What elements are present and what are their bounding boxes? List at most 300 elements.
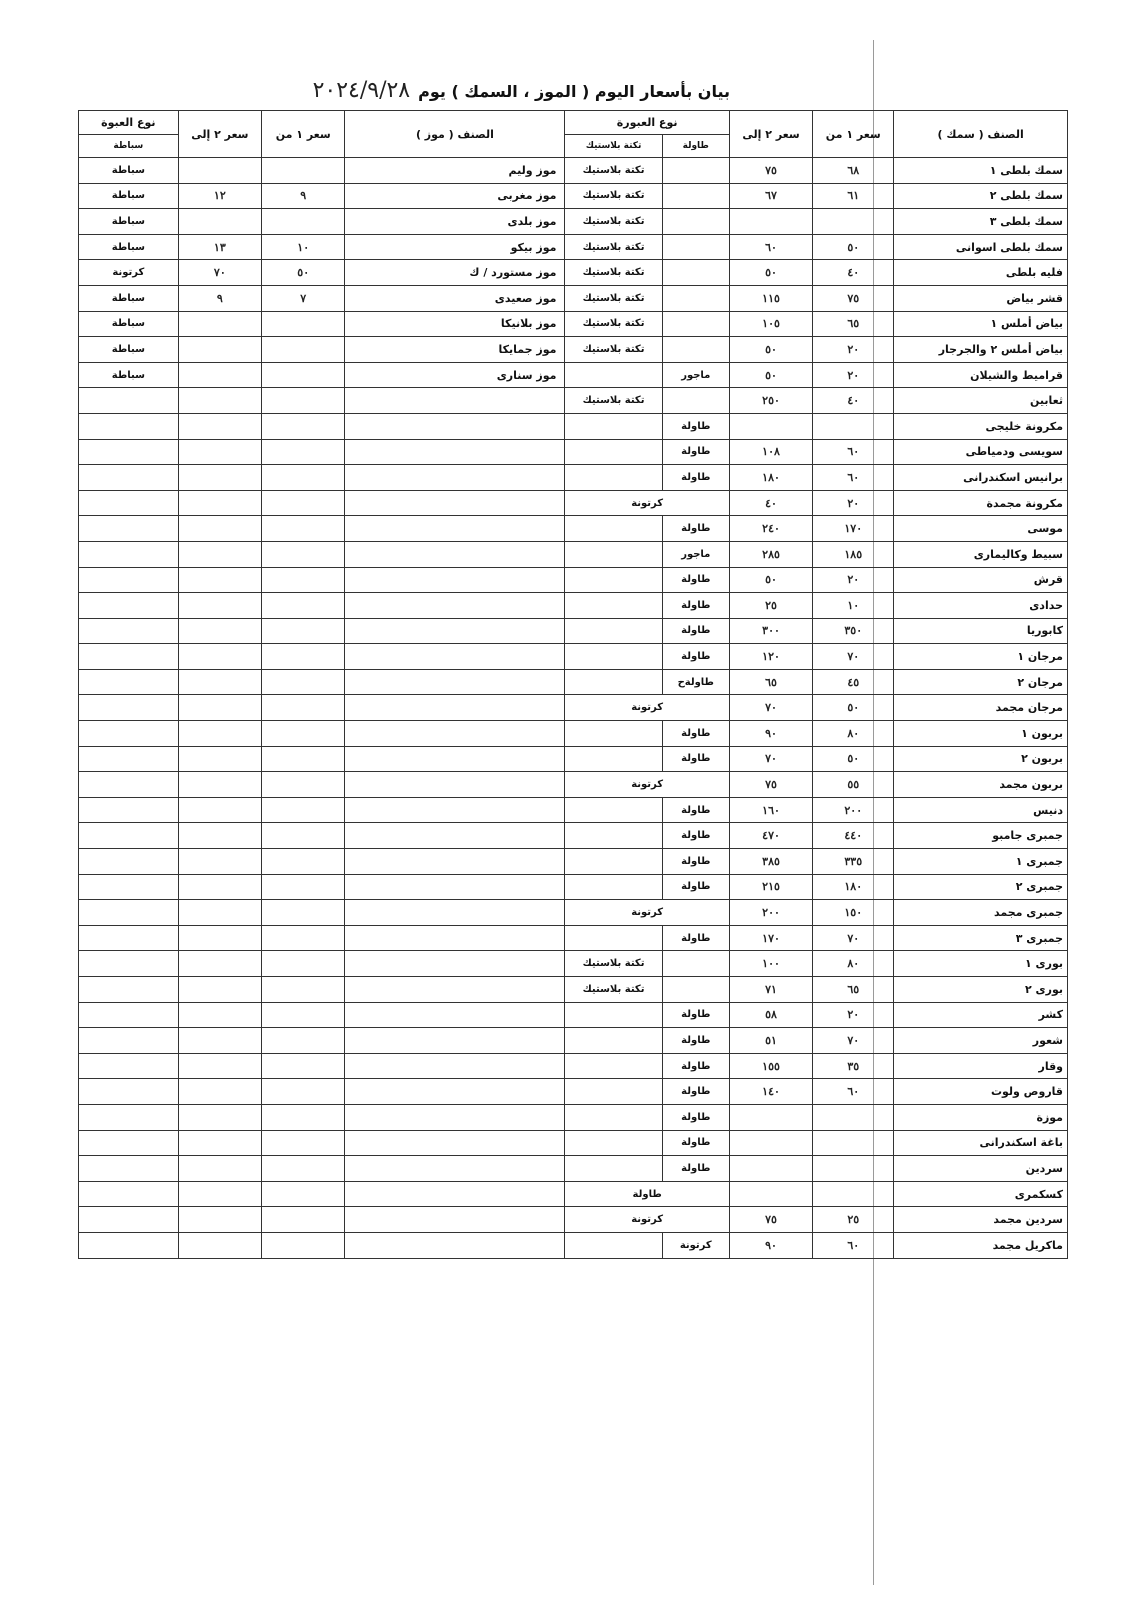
fish-name: كسكمرى (894, 1181, 1068, 1207)
fish-pack-plastic: تكتة بلاستيك (565, 337, 662, 363)
banana-pack (79, 874, 179, 900)
banana-price-to (178, 541, 261, 567)
fish-pack-plastic: تكتة بلاستيك (565, 951, 662, 977)
banana-price-to (178, 1079, 261, 1105)
banana-name (345, 541, 565, 567)
banana-name: موز مغربى (345, 183, 565, 209)
banana-price-to (178, 977, 261, 1003)
table-row (79, 644, 1068, 670)
table-row (79, 158, 1068, 184)
fish-price-from: ٨٠ (813, 721, 894, 747)
fish-pack-tawla (662, 260, 729, 286)
table-row (79, 1104, 1068, 1130)
fish-price-to: ٢٥٠ (729, 388, 812, 414)
fish-pack-plastic (565, 1053, 662, 1079)
table-row (79, 797, 1068, 823)
fish-pack-plastic (565, 541, 662, 567)
fish-name: موزة (894, 1104, 1068, 1130)
banana-pack (79, 1156, 179, 1182)
banana-pack (79, 1002, 179, 1028)
banana-name: موز بلانيكا (345, 311, 565, 337)
banana-pack: سباطة (79, 337, 179, 363)
table-row (79, 413, 1068, 439)
table-row (79, 1181, 1068, 1207)
fish-price-to: ١٤٠ (729, 1079, 812, 1105)
banana-price-from (262, 337, 345, 363)
banana-name (345, 1079, 565, 1105)
banana-price-from (262, 209, 345, 235)
banana-price-from: ١٠ (262, 234, 345, 260)
fish-pack-carton: كرتونة (565, 1207, 729, 1233)
fish-pack-tawla (662, 337, 729, 363)
fish-pack-tawla: ماجور (662, 362, 729, 388)
price-table (78, 110, 1068, 1259)
banana-name: موز سنارى (345, 362, 565, 388)
table-row (79, 234, 1068, 260)
fish-name: جمبرى مجمد (894, 900, 1068, 926)
banana-pack (79, 925, 179, 951)
banana-pack (79, 1053, 179, 1079)
fish-pack-tawla: كرتونة (662, 1232, 729, 1258)
banana-pack (79, 900, 179, 926)
banana-pack (79, 516, 179, 542)
table-row (79, 951, 1068, 977)
banana-price-from (262, 1028, 345, 1054)
fish-price-to: ٢٠٠ (729, 900, 812, 926)
fish-price-to: ٢٥ (729, 593, 812, 619)
table-row (79, 874, 1068, 900)
fish-price-from: ٣٥٠ (813, 618, 894, 644)
fish-price-to: ٦٧ (729, 183, 812, 209)
banana-price-to (178, 1002, 261, 1028)
fish-price-to: ٦٠ (729, 234, 812, 260)
fish-name: سردين مجمد (894, 1207, 1068, 1233)
banana-price-from (262, 900, 345, 926)
banana-price-to (178, 1181, 261, 1207)
fish-pack-tawla (662, 158, 729, 184)
fish-pack-plastic (565, 362, 662, 388)
fish-pack-plastic (565, 1232, 662, 1258)
fish-price-from: ٦٠ (813, 1232, 894, 1258)
banana-name: موز بلدى (345, 209, 565, 235)
plastic-subheader: تكتة بلاستيك (565, 135, 662, 158)
fish-item-header: الصنف ( سمك ) (894, 111, 1068, 158)
fish-price-from (813, 1130, 894, 1156)
table-row (79, 260, 1068, 286)
fish-name: جمبرى ٣ (894, 925, 1068, 951)
banana-price-to (178, 849, 261, 875)
banana-pack (79, 413, 179, 439)
banana-pack (79, 388, 179, 414)
fish-price-to: ٤٧٠ (729, 823, 812, 849)
table-row (79, 439, 1068, 465)
fish-price-from: ٧٠ (813, 1028, 894, 1054)
fish-pack-tawla: طاولة (662, 439, 729, 465)
banana-item-header: الصنف ( موز ) (345, 111, 565, 158)
fish-price-from: ٦٠ (813, 465, 894, 491)
fish-to-header: سعر ٢ إلى (729, 111, 812, 158)
banana-pack (79, 772, 179, 798)
banana-name (345, 874, 565, 900)
fish-pack-plastic: تكتة بلاستيك (565, 234, 662, 260)
banana-price-from (262, 977, 345, 1003)
fish-pack-tawla: طاولة (662, 746, 729, 772)
banana-price-from (262, 465, 345, 491)
banana-pack (79, 1181, 179, 1207)
banana-name (345, 567, 565, 593)
fish-name: بياض أملس ١ (894, 311, 1068, 337)
banana-price-from (262, 823, 345, 849)
banana-price-to (178, 823, 261, 849)
banana-price-to (178, 593, 261, 619)
table-row (79, 900, 1068, 926)
banana-price-from (262, 490, 345, 516)
banana-name (345, 618, 565, 644)
fish-pack-plastic (565, 1079, 662, 1105)
banana-price-from (262, 1156, 345, 1182)
banana-price-from (262, 1053, 345, 1079)
banana-price-to (178, 1028, 261, 1054)
fish-price-from: ٦٥ (813, 977, 894, 1003)
fish-price-to: ٧٥ (729, 772, 812, 798)
fish-pack-tawla: طاولة (662, 413, 729, 439)
fish-name: سمك بلطى ٢ (894, 183, 1068, 209)
banana-pack (79, 849, 179, 875)
banana-name: موز وليم (345, 158, 565, 184)
banana-price-from (262, 849, 345, 875)
fish-name: بورى ٢ (894, 977, 1068, 1003)
banana-price-from (262, 541, 345, 567)
banana-pack: سباطة (79, 234, 179, 260)
fish-price-from: ٧٠ (813, 644, 894, 670)
fish-price-to: ٥٠ (729, 337, 812, 363)
fish-pack-plastic (565, 669, 662, 695)
fish-price-from: ٤٤٠ (813, 823, 894, 849)
fish-price-from: ١٧٠ (813, 516, 894, 542)
fish-pack-tawla (662, 234, 729, 260)
banana-name (345, 900, 565, 926)
banana-price-from (262, 1232, 345, 1258)
banana-price-from (262, 362, 345, 388)
fish-price-to: ٧٠ (729, 746, 812, 772)
fish-name: بياض أملس ٢ والجرجار (894, 337, 1068, 363)
header-row (79, 111, 1068, 135)
table-row (79, 669, 1068, 695)
fish-price-from: ٧٠ (813, 925, 894, 951)
banana-pack (79, 465, 179, 491)
banana-price-from (262, 925, 345, 951)
fish-name: شعور (894, 1028, 1068, 1054)
fish-pack-plastic: تكتة بلاستيك (565, 158, 662, 184)
banana-price-from (262, 516, 345, 542)
banana-name (345, 593, 565, 619)
fish-pack-tawla: طاولة (662, 1053, 729, 1079)
fish-name: مرجان ٢ (894, 669, 1068, 695)
fish-pack-plastic: تكتة بلاستيك (565, 388, 662, 414)
fish-pack-plastic (565, 1002, 662, 1028)
table-row (79, 516, 1068, 542)
fish-price-to: ٥١ (729, 1028, 812, 1054)
table-row (79, 1028, 1068, 1054)
table-row (79, 541, 1068, 567)
fish-pack-plastic: تكتة بلاستيك (565, 209, 662, 235)
table-row (79, 311, 1068, 337)
banana-price-from (262, 746, 345, 772)
fish-name: بربون ١ (894, 721, 1068, 747)
banana-pack (79, 439, 179, 465)
banana-pack (79, 977, 179, 1003)
table-row (79, 567, 1068, 593)
fish-name: باغة اسكندرانى (894, 1130, 1068, 1156)
banana-name (345, 1104, 565, 1130)
table-row (79, 849, 1068, 875)
fish-price-from: ٢٠ (813, 1002, 894, 1028)
fish-name: فليه بلطى (894, 260, 1068, 286)
fish-pack-plastic (565, 439, 662, 465)
banana-price-to (178, 516, 261, 542)
fish-price-to (729, 1156, 812, 1182)
fish-name: مرجان مجمد (894, 695, 1068, 721)
banana-price-from (262, 593, 345, 619)
fish-pack-plastic (565, 1130, 662, 1156)
banana-price-to (178, 1207, 261, 1233)
banana-price-from (262, 951, 345, 977)
table-row (79, 362, 1068, 388)
fish-pack-tawla: طاولة (565, 1181, 729, 1207)
banana-pack: سباطة (79, 362, 179, 388)
banana-name (345, 1028, 565, 1054)
fish-price-from: ٦٠ (813, 1079, 894, 1105)
fish-pack-tawla: طاولة (662, 823, 729, 849)
fish-pack-plastic: تكتة بلاستيك (565, 260, 662, 286)
fish-pack-tawla: طاولة (662, 644, 729, 670)
table-row (79, 465, 1068, 491)
fish-price-to: ١٠٨ (729, 439, 812, 465)
fish-pack-tawla: طاولة (662, 874, 729, 900)
fish-pack-carton: كرتونة (565, 900, 729, 926)
fish-price-to (729, 1104, 812, 1130)
banana-pack: سباطة (79, 158, 179, 184)
fish-price-from: ٤٠ (813, 388, 894, 414)
fish-price-from (813, 1104, 894, 1130)
fish-price-from: ٢٠ (813, 337, 894, 363)
fish-pack-tawla: طاولة (662, 1130, 729, 1156)
banana-pack: سباطة (79, 183, 179, 209)
banana-name: موز بيكو (345, 234, 565, 260)
fish-price-from: ٥٠ (813, 234, 894, 260)
fish-price-to (729, 413, 812, 439)
table-row (79, 1232, 1068, 1258)
banana-price-from (262, 669, 345, 695)
banana-price-to (178, 618, 261, 644)
banana-name (345, 721, 565, 747)
banana-price-to (178, 874, 261, 900)
table-row (79, 925, 1068, 951)
table-row (79, 490, 1068, 516)
banana-price-from (262, 439, 345, 465)
table-row (79, 1053, 1068, 1079)
banana-name (345, 439, 565, 465)
fish-price-to: ١٦٠ (729, 797, 812, 823)
fish-name: حدادى (894, 593, 1068, 619)
fish-price-from: ٢٠ (813, 567, 894, 593)
fish-price-to: ٢١٥ (729, 874, 812, 900)
fish-name: كابوريا (894, 618, 1068, 644)
fish-pack-tawla: طاولة (662, 849, 729, 875)
banana-name (345, 644, 565, 670)
title-text: بيان بأسعار اليوم ( الموز ، السمك ) يوم (418, 82, 730, 101)
fish-price-to: ١٢٠ (729, 644, 812, 670)
fish-price-from (813, 413, 894, 439)
table-row (79, 1207, 1068, 1233)
banana-pack (79, 567, 179, 593)
fish-price-from: ٢٠ (813, 490, 894, 516)
fish-name: قراميط والشيلان (894, 362, 1068, 388)
banana-price-to (178, 644, 261, 670)
fish-price-to: ١٠٥ (729, 311, 812, 337)
fish-pack-plastic (565, 823, 662, 849)
fish-pack-plastic (565, 1104, 662, 1130)
fish-price-from (813, 1156, 894, 1182)
banana-pack (79, 1207, 179, 1233)
fish-pack-tawla: طاولةح (662, 669, 729, 695)
banana-pack (79, 644, 179, 670)
table-row (79, 823, 1068, 849)
fish-price-to: ٩٠ (729, 1232, 812, 1258)
banana-name (345, 1002, 565, 1028)
banana-price-from (262, 311, 345, 337)
banana-price-to (178, 900, 261, 926)
fish-pack-plastic (565, 593, 662, 619)
fish-name: سمك بلطى ٣ (894, 209, 1068, 235)
fish-name: سبيط وكاليمارى (894, 541, 1068, 567)
banana-price-to (178, 772, 261, 798)
banana-pack (79, 1028, 179, 1054)
fish-pack-plastic (565, 797, 662, 823)
fish-pack-plastic: تكتة بلاستيك (565, 183, 662, 209)
fish-price-to (729, 1181, 812, 1207)
fish-price-to: ١٧٠ (729, 925, 812, 951)
fish-name: سمك بلطى اسوانى (894, 234, 1068, 260)
fish-pack-carton: كرتونة (565, 490, 729, 516)
banana-price-to (178, 337, 261, 363)
banana-pack (79, 1079, 179, 1105)
title-date: ٢٠٢٤/٩/٢٨ (312, 78, 411, 103)
banana-price-from (262, 1104, 345, 1130)
banana-price-to (178, 439, 261, 465)
banana-from-header: سعر ١ من (262, 111, 345, 158)
banana-price-from (262, 644, 345, 670)
banana-name (345, 669, 565, 695)
banana-name (345, 746, 565, 772)
banana-price-from (262, 388, 345, 414)
fish-pack-carton: كرتونة (565, 772, 729, 798)
banana-price-to (178, 567, 261, 593)
banana-name (345, 490, 565, 516)
banana-name (345, 977, 565, 1003)
banana-price-from (262, 1130, 345, 1156)
fish-pack-plastic (565, 874, 662, 900)
banana-price-to (178, 797, 261, 823)
banana-name (345, 797, 565, 823)
table-row (79, 183, 1068, 209)
fish-name: بربون ٢ (894, 746, 1068, 772)
fish-pack-plastic (565, 465, 662, 491)
fish-price-to: ٢٨٥ (729, 541, 812, 567)
fish-pack-tawla: طاولة (662, 1002, 729, 1028)
fish-pack-plastic (565, 925, 662, 951)
fish-price-to: ٢٤٠ (729, 516, 812, 542)
fish-pack-plastic (565, 1156, 662, 1182)
table-row (79, 209, 1068, 235)
banana-price-from: ٧ (262, 285, 345, 311)
banana-pack (79, 593, 179, 619)
banana-price-to (178, 388, 261, 414)
banana-price-to: ١٢ (178, 183, 261, 209)
fish-price-from: ١٥٠ (813, 900, 894, 926)
fish-name: جمبرى ١ (894, 849, 1068, 875)
banana-pack: سباطة (79, 285, 179, 311)
banana-pack: سباطة (79, 311, 179, 337)
banana-pack (79, 1130, 179, 1156)
fish-pack-plastic: تكتة بلاستيك (565, 285, 662, 311)
fish-price-from: ٥٥ (813, 772, 894, 798)
fish-price-to: ١١٥ (729, 285, 812, 311)
fish-price-to: ٣٠٠ (729, 618, 812, 644)
fish-price-from: ٤٥ (813, 669, 894, 695)
banana-pack (79, 721, 179, 747)
fish-price-from (813, 1181, 894, 1207)
fish-price-from: ٣٥ (813, 1053, 894, 1079)
fish-name: مرجان ١ (894, 644, 1068, 670)
fish-pack-plastic (565, 1028, 662, 1054)
banana-pack (79, 951, 179, 977)
banana-name: موز جمايكا (345, 337, 565, 363)
banana-price-from (262, 158, 345, 184)
fish-price-from (813, 209, 894, 235)
fish-pack-tawla (662, 977, 729, 1003)
fish-price-from: ٦١ (813, 183, 894, 209)
fish-price-to: ٧٥ (729, 1207, 812, 1233)
banana-price-to (178, 695, 261, 721)
banana-price-to (178, 413, 261, 439)
table-row (79, 695, 1068, 721)
fish-name: بورى ١ (894, 951, 1068, 977)
table-row (79, 593, 1068, 619)
banana-pack (79, 823, 179, 849)
fish-pack-tawla (662, 311, 729, 337)
banana-price-to: ٩ (178, 285, 261, 311)
fish-name: سويسى ودمياطى (894, 439, 1068, 465)
banana-name: موز صعيدى (345, 285, 565, 311)
fish-price-to (729, 209, 812, 235)
fish-pack-tawla: طاولة (662, 721, 729, 747)
fish-pack-header: نوع العبورة (565, 111, 729, 135)
fish-price-to: ٣٨٥ (729, 849, 812, 875)
fish-pack-tawla: طاولة (662, 567, 729, 593)
fish-name: كشر (894, 1002, 1068, 1028)
fish-price-to: ٥٠ (729, 260, 812, 286)
banana-pack (79, 746, 179, 772)
fish-name: مكرونة خليجى (894, 413, 1068, 439)
table-row (79, 1002, 1068, 1028)
fish-price-to: ١٥٥ (729, 1053, 812, 1079)
banana-pack (79, 1104, 179, 1130)
fish-pack-tawla (662, 388, 729, 414)
fish-pack-tawla: طاولة (662, 1156, 729, 1182)
fish-pack-carton: كرتونة (565, 695, 729, 721)
fish-name: برانيس اسكندرانى (894, 465, 1068, 491)
